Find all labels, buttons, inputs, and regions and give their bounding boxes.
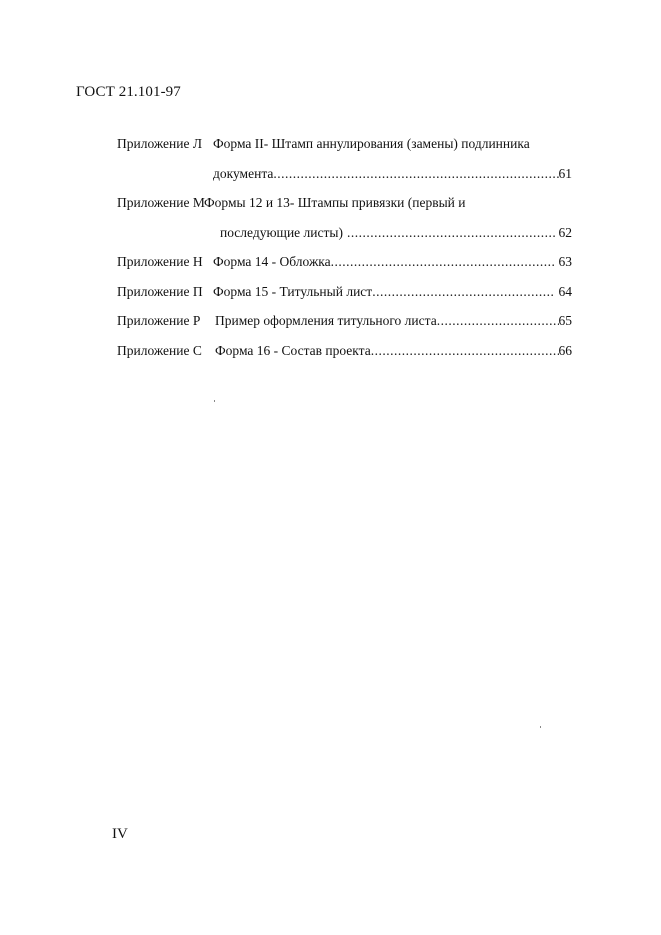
toc-entry-s[interactable] xyxy=(117,341,572,371)
toc-entry-m-continuation[interactable] xyxy=(117,223,572,253)
toc-entry-title: Форма 14 - Обложка xyxy=(213,254,331,269)
toc-entry-title: Формы 12 и 13- Штампы привязки (первый и xyxy=(204,195,466,210)
toc-entry-title: Форма 15 - Титульный лист xyxy=(213,283,373,299)
toc-page-number: 64 xyxy=(558,283,572,299)
toc-leader xyxy=(213,282,572,302)
toc-appendix-label: Приложение П xyxy=(117,283,203,299)
dot-leader xyxy=(371,341,559,361)
scan-speck xyxy=(540,726,541,728)
toc-leader xyxy=(220,223,572,243)
table-of-contents xyxy=(117,134,572,370)
scan-speck xyxy=(214,400,215,402)
toc-page-number: 63 xyxy=(558,254,572,269)
toc-page-number: 62 xyxy=(558,224,572,240)
toc-leader xyxy=(213,164,572,184)
toc-leader xyxy=(215,341,572,361)
toc-appendix-label: Приложение Л xyxy=(117,136,202,151)
toc-entry-p[interactable] xyxy=(117,282,572,312)
toc-leader xyxy=(215,311,572,331)
toc-entry-l-continuation[interactable] xyxy=(117,164,572,194)
toc-entry-title-cont: последующие листы) xyxy=(220,224,343,240)
toc-page-number: 65 xyxy=(558,313,572,328)
toc-page-number: 66 xyxy=(558,342,572,358)
toc-entry-m[interactable] xyxy=(117,193,572,223)
document-header: ГОСТ 21.101-97 xyxy=(76,84,181,100)
dot-leader xyxy=(437,311,559,331)
toc-entry-title: Форма 16 - Состав проекта xyxy=(215,342,371,358)
toc-appendix-label: Приложение Н xyxy=(117,254,203,269)
toc-appendix-label: Приложение М xyxy=(117,195,205,210)
dot-leader xyxy=(273,164,558,184)
page-number: IV xyxy=(112,826,128,842)
toc-entry-n[interactable] xyxy=(117,252,572,282)
toc-appendix-label: Приложение С xyxy=(117,342,202,358)
toc-page-number: 61 xyxy=(558,165,572,181)
dot-leader xyxy=(372,282,554,302)
toc-entry-title-cont: документа xyxy=(213,165,274,181)
dot-leader xyxy=(331,252,555,272)
toc-appendix-label: Приложение Р xyxy=(117,313,201,328)
toc-leader xyxy=(213,252,572,272)
toc-entry-title: Пример оформления титульного листа xyxy=(215,313,437,328)
toc-entry-r[interactable] xyxy=(117,311,572,341)
toc-entry-title: Форма II- Штамп аннулирования (замены) подлинника xyxy=(213,136,530,151)
toc-entry-l[interactable] xyxy=(117,134,572,164)
dot-leader xyxy=(347,223,555,243)
